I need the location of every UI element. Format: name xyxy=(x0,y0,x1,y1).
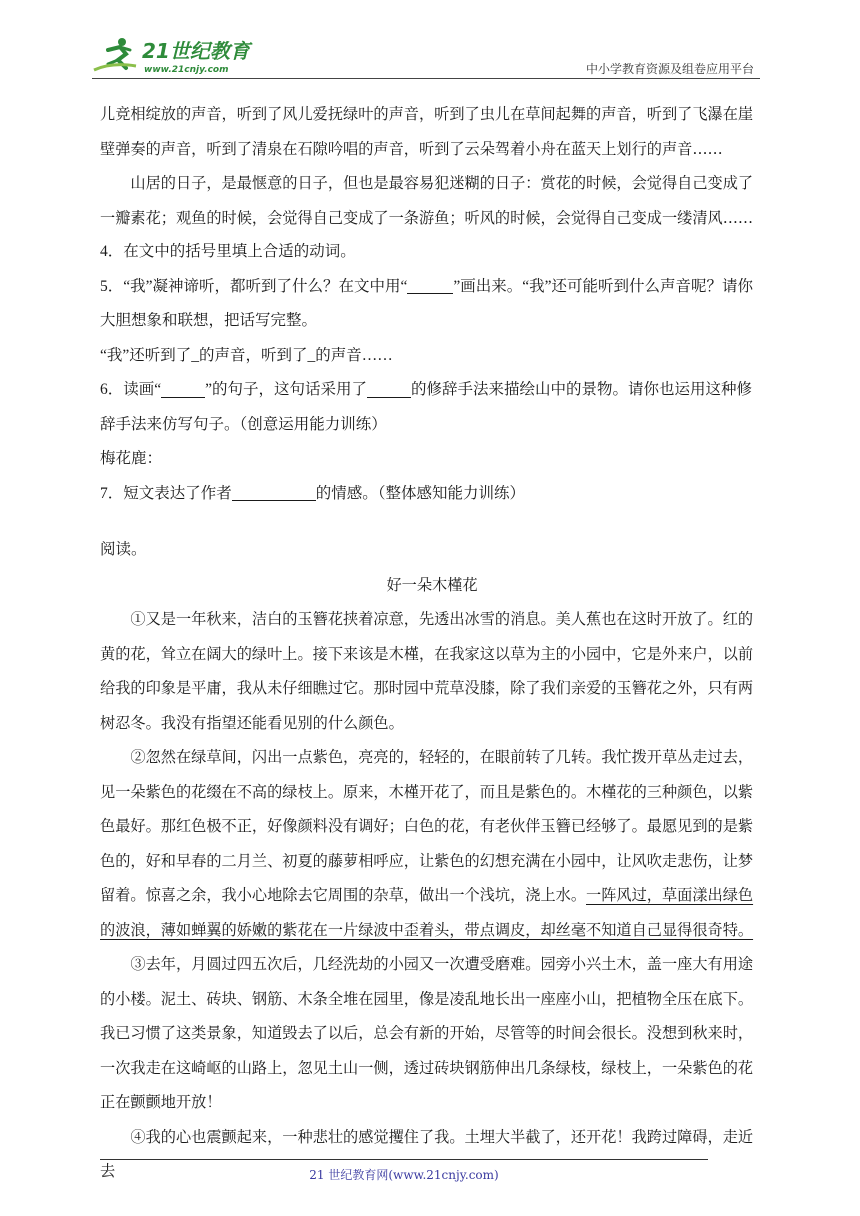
question-4: 4．在文中的括号里填上合适的动词。 xyxy=(100,243,356,260)
platform-name: 中小学教育资源及组卷应用平台 xyxy=(585,62,754,76)
question-6-label: 梅花鹿： xyxy=(100,450,163,467)
question-6: 6．读画“ ”的句子，这句话采用了 的修辞手法来描绘山中的景物。请你也运用这种修辞手法来仿写句子。（创意运用能力训练） xyxy=(100,381,753,433)
passage1-paragraph-last: 山居的日子，是最惬意的日子，但也是最容易犯迷糊的日子：赏花的时候，会觉得自己变成了一瓣素花；观鱼的时候，会觉得自己变成了一条游鱼；听风的时候，会觉得自己变成一缕清风…… xyxy=(100,174,754,227)
passage2-paragraph-1: ①又是一年秋来，洁白的玉簪花挟着凉意，先透出冰雪的消息。美人蕉也在这时开放了。红的黄的花，耸立在阔大的绿叶上。接下来该是木槿，在我家这以草为主的小园中，它是外来户，以前给我的印象是平庸，我从未仔细瞧过它。那时园中荒草没膝，除了我们亲爱的玉簪花之外，只有两树忍冬。我没有指望还能看见别的什么颜色。 xyxy=(100,610,754,732)
question-5: 5．“我”凝神谛听，都听到了什么？在文中用“ ”画出来。“我”还可能听到什么声音呢？请你大胆想象和联想，把话写完整。 xyxy=(100,277,754,329)
page-header xyxy=(92,30,760,80)
passage2-paragraph-2: ②忽然在绿草间，闪出一点紫色，亮亮的，轻轻的，在眼前转了几转。我忙拨开草丛走过去，见一朵紫色的花缀在不高的绿枝上。原来，木槿开花了，而且是紫色的。木槿花的三种颜色，以紫色最好。那红色极不正，好像颜料没有调好；白色的花，有老伙伴玉簪已经够了。最愿见到的是紫色的，好和早春的二月兰、初夏的藤萝相呼应，让紫色的幻想充满在小园中，让风吹走悲伤，让梦留着。惊喜之余，我小心地除去它周围的杂草，做出一个浅坑，浇上水。一阵风过，草面漾出绿色的波浪，薄如蝉翼的娇嫩的紫花在一片绿波中歪着头，带点调皮，却丝毫不知道自己显得很奇特。 xyxy=(100,748,754,939)
passage2-paragraph-3: ③去年，月圆过四五次后，几经洗劫的小园又一次遭受磨难。园旁小兴土木，盖一座大有用途的小楼。泥土、砖块、钢筋、木条全堆在园里，像是凌乱地长出一座座小山，把植物全压在底下。我已习惯了这类景象，知道毁去了以后，总会有新的开始，尽管等的时间会很长。没想到秋来时，一次我走在这崎岖的山路上，忽见土山一侧，透过砖块钢筋伸出几条绿枝，绿枝上，一朵紫色的花正在颤颤地开放！ xyxy=(100,955,754,1111)
logo-21cnjy xyxy=(92,36,262,76)
underlined-sentence: 一阵风过，草面漾出绿色的波浪，薄如蝉翼的娇嫩的紫花在一片绿波中歪着头，带点调皮，却丝毫不知道自己显得很奇特。 xyxy=(100,886,754,939)
passage2-paragraph-4: ④我的心也震颤起来，一种悲壮的感觉攫住了我。土埋大半截了，还开花！我跨过障碍，走近去 xyxy=(100,1127,754,1180)
answer-blank xyxy=(232,485,316,502)
passage1-paragraph-tail: 儿竞相绽放的声音，听到了风儿爱抚绿叶的声音，听到了虫儿在草间起舞的声音，听到了飞瀑在崖壁弹奏的声音，听到了清泉在石隙吟唱的声音，听到了云朵驾着小舟在蓝天上划行的声音…… xyxy=(100,105,754,158)
answer-blank xyxy=(407,278,453,295)
page-footer: 21 世纪教育网(www.21cnjy.com) xyxy=(309,1168,499,1182)
header-divider xyxy=(92,78,760,79)
runner-icon xyxy=(94,38,136,70)
answer-blank xyxy=(367,381,411,398)
question-5-fill: “我”还听到了_的声音，听到了_的声音…… xyxy=(100,346,393,364)
footer-divider xyxy=(100,1159,708,1160)
logo-url: www.21cnjy.com xyxy=(144,65,229,75)
document-body xyxy=(100,97,764,1189)
answer-blank xyxy=(161,381,205,398)
question-7: 7．短文表达了作者 的情感。（整体感知能力训练） xyxy=(100,484,526,502)
read-label: 阅读。 xyxy=(100,541,147,558)
passage-title: 好一朵木槿花 xyxy=(386,575,478,594)
logo-wordmark: 21世纪教育 xyxy=(142,39,250,63)
